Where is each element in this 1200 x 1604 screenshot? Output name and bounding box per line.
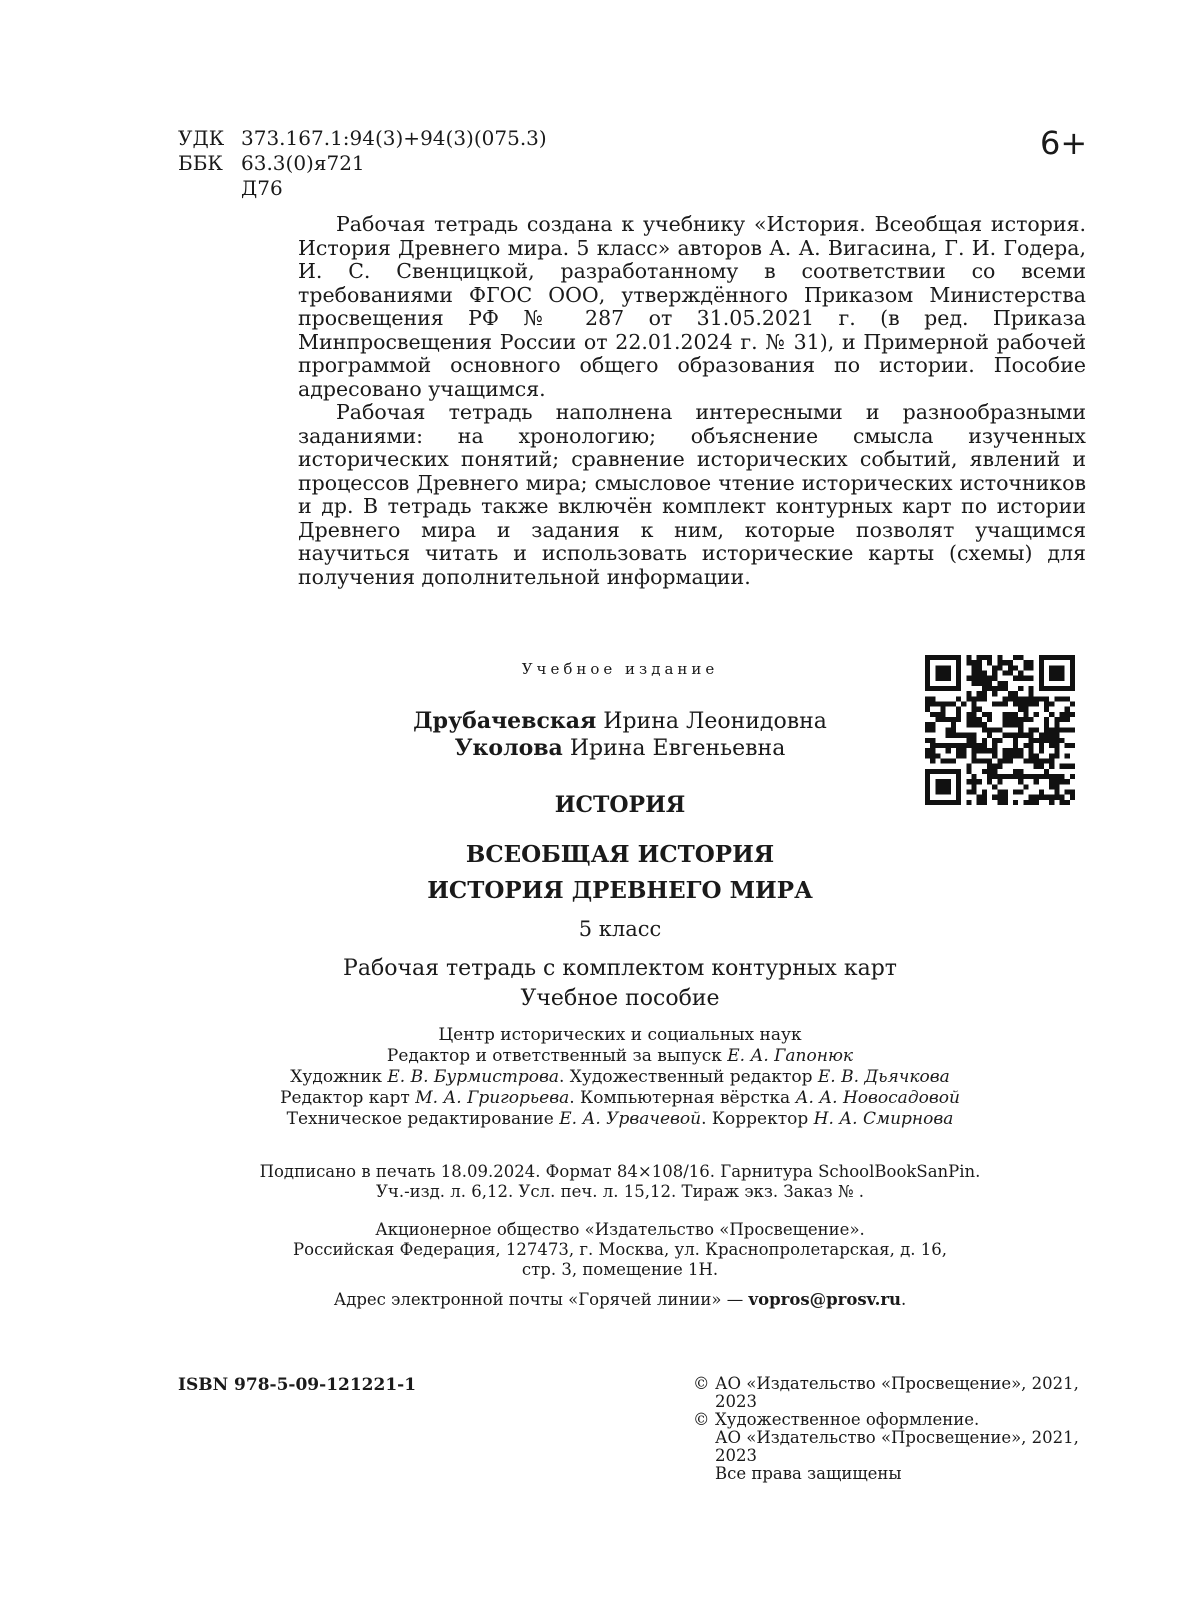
publisher-line: Российская Федерация, 127473, г. Москва, ул. Краснопролетарская, д. 16, <box>293 1240 947 1259</box>
annotation <box>298 213 1086 589</box>
publisher-info <box>180 1220 1060 1280</box>
copyright-block <box>693 1375 1093 1483</box>
bbk-value: 63.3(0)я721 <box>241 151 365 175</box>
author-name: Ирина Евгеньевна <box>569 736 786 761</box>
subtitle-line: Рабочая тетрадь с комплектом контурных карт <box>343 956 897 981</box>
qr-code-icon <box>925 655 1075 805</box>
grade: 5 класс <box>578 917 662 941</box>
publisher-line: стр. 3, помещение 1Н. <box>521 1260 719 1279</box>
copyright-line: Все права защищены <box>715 1464 902 1483</box>
hotline-email <box>180 1290 1060 1309</box>
book-title <box>300 837 940 909</box>
copyright-line: АО «Издательство «Просвещение», 2021, <box>715 1428 1079 1447</box>
credit-person: М. А. Григорьева <box>415 1088 570 1108</box>
credit-person: А. А. Новосадовой <box>795 1088 960 1108</box>
center-name: Центр исторических и социальных наук <box>438 1025 802 1045</box>
copyright-line: 2023 <box>715 1392 757 1411</box>
print-line: Подписано в печать 18.09.2024. Формат 84×108/16. Гарнитура SchoolBookSanPin. <box>259 1162 981 1181</box>
credit-label: Корректор <box>711 1109 809 1129</box>
copyright-symbol: © <box>693 1374 710 1393</box>
credit-line: Техническое редактирование Е. А. Урвачевой. Корректор Н. А. Смирнова <box>286 1109 954 1129</box>
print-info <box>180 1162 1060 1202</box>
credit-person: Н. А. Смирнова <box>813 1109 954 1129</box>
bbk-label: ББК <box>178 151 223 175</box>
credit-label: Художник <box>290 1067 382 1087</box>
credit-line: Редактор карт М. А. Григорьева. Компьютерная вёрстка А. А. Новосадовой <box>280 1088 960 1108</box>
udk-label: УДК <box>178 126 225 150</box>
isbn: ISBN 978-5-09-121221-1 <box>178 1375 417 1395</box>
edition-type: Учебное издание <box>521 660 719 678</box>
authors <box>300 708 940 762</box>
copyright-line: АО «Издательство «Просвещение», 2021, <box>715 1374 1079 1393</box>
credit-line <box>180 1046 1060 1067</box>
author-1 <box>300 708 940 735</box>
credit-label: Художественный редактор <box>569 1067 813 1087</box>
classification-block <box>178 126 547 201</box>
annotation-paragraph: Рабочая тетрадь наполнена интересными и разнообразными заданиями: на хронологию; объяснение смысла изученных исторических понятий; сравнение исторических событий, явлений и процессов Древнего мира; смысловое чтение исторических источников и др. В тетрадь также включён комплект контурных карт по истории Древнего мира и задания к ним, которые позволят учащимся научиться читать и использовать исторические карты (схемы) для получения дополнительной информации. <box>298 400 1086 589</box>
credit-line: Художник Е. В. Бурмистрова. Художественный редактор Е. В. Дьячкова <box>290 1067 950 1087</box>
author-name: Ирина Леонидовна <box>603 709 827 734</box>
credit-label: Редактор и ответственный за выпуск <box>386 1046 722 1066</box>
credit-label: Техническое редактирование <box>286 1109 554 1129</box>
email-address: vopros@prosv.ru <box>748 1290 902 1309</box>
subject-title: ИСТОРИЯ <box>554 792 686 818</box>
email-label: Адрес электронной почты «Горячей линии» — <box>333 1290 744 1309</box>
credit-person: Е. В. Бурмистрова <box>387 1067 559 1087</box>
book-title-line2: ИСТОРИЯ ДРЕВНЕГО МИРА <box>427 877 813 904</box>
credit-person: Е. А. Гапонюк <box>727 1046 854 1066</box>
book-title-line1: ВСЕОБЩАЯ ИСТОРИЯ <box>465 841 775 868</box>
author-surname: Уколова <box>454 735 563 761</box>
age-rating: 6+ <box>1040 124 1088 162</box>
publisher-line: Акционерное общество «Издательство «Просвещение». <box>375 1220 865 1239</box>
copyright-line: Художественное оформление. <box>715 1410 980 1429</box>
author-2 <box>300 735 940 762</box>
author-mark: Д76 <box>241 176 283 200</box>
credit-person: Е. А. Урвачевой <box>559 1109 702 1129</box>
copyright-line: 2023 <box>715 1446 757 1465</box>
book-kind: Учебное пособие <box>520 986 720 1011</box>
credit-person: Е. В. Дьячкова <box>817 1067 950 1087</box>
email-end: . <box>901 1290 907 1309</box>
udk-value: 373.167.1:94(3)+94(3)(075.3) <box>241 126 547 150</box>
annotation-paragraph: Рабочая тетрадь создана к учебнику «История. Всеобщая история. История Древнего мира. 5 класс» авторов А. А. Вигасина, Г. И. Годера, И. С. Свенцицкой, разработанному в соответствии со всеми требованиями ФГОС ООО, утверждённого Приказом Министерства просвещения РФ № 287 от 31.05.2021 г. (в ред. Приказа Минпросвещения России от 22.01.2024 г. № 31), и Примерной рабочей программой основного общего образования по истории. Пособие адресовано учащимся. <box>298 212 1086 401</box>
book-subtitle <box>200 954 1040 1014</box>
copyright-symbol: © <box>693 1410 710 1429</box>
author-surname: Друбачевская <box>413 708 597 734</box>
print-line: Уч.-изд. л. 6,12. Усл. печ. л. 15,12. Тираж экз. Заказ № . <box>376 1182 864 1201</box>
credit-label: Редактор карт <box>280 1088 410 1108</box>
staff-credits <box>180 1025 1060 1130</box>
credit-label: Компьютерная вёрстка <box>580 1088 791 1108</box>
